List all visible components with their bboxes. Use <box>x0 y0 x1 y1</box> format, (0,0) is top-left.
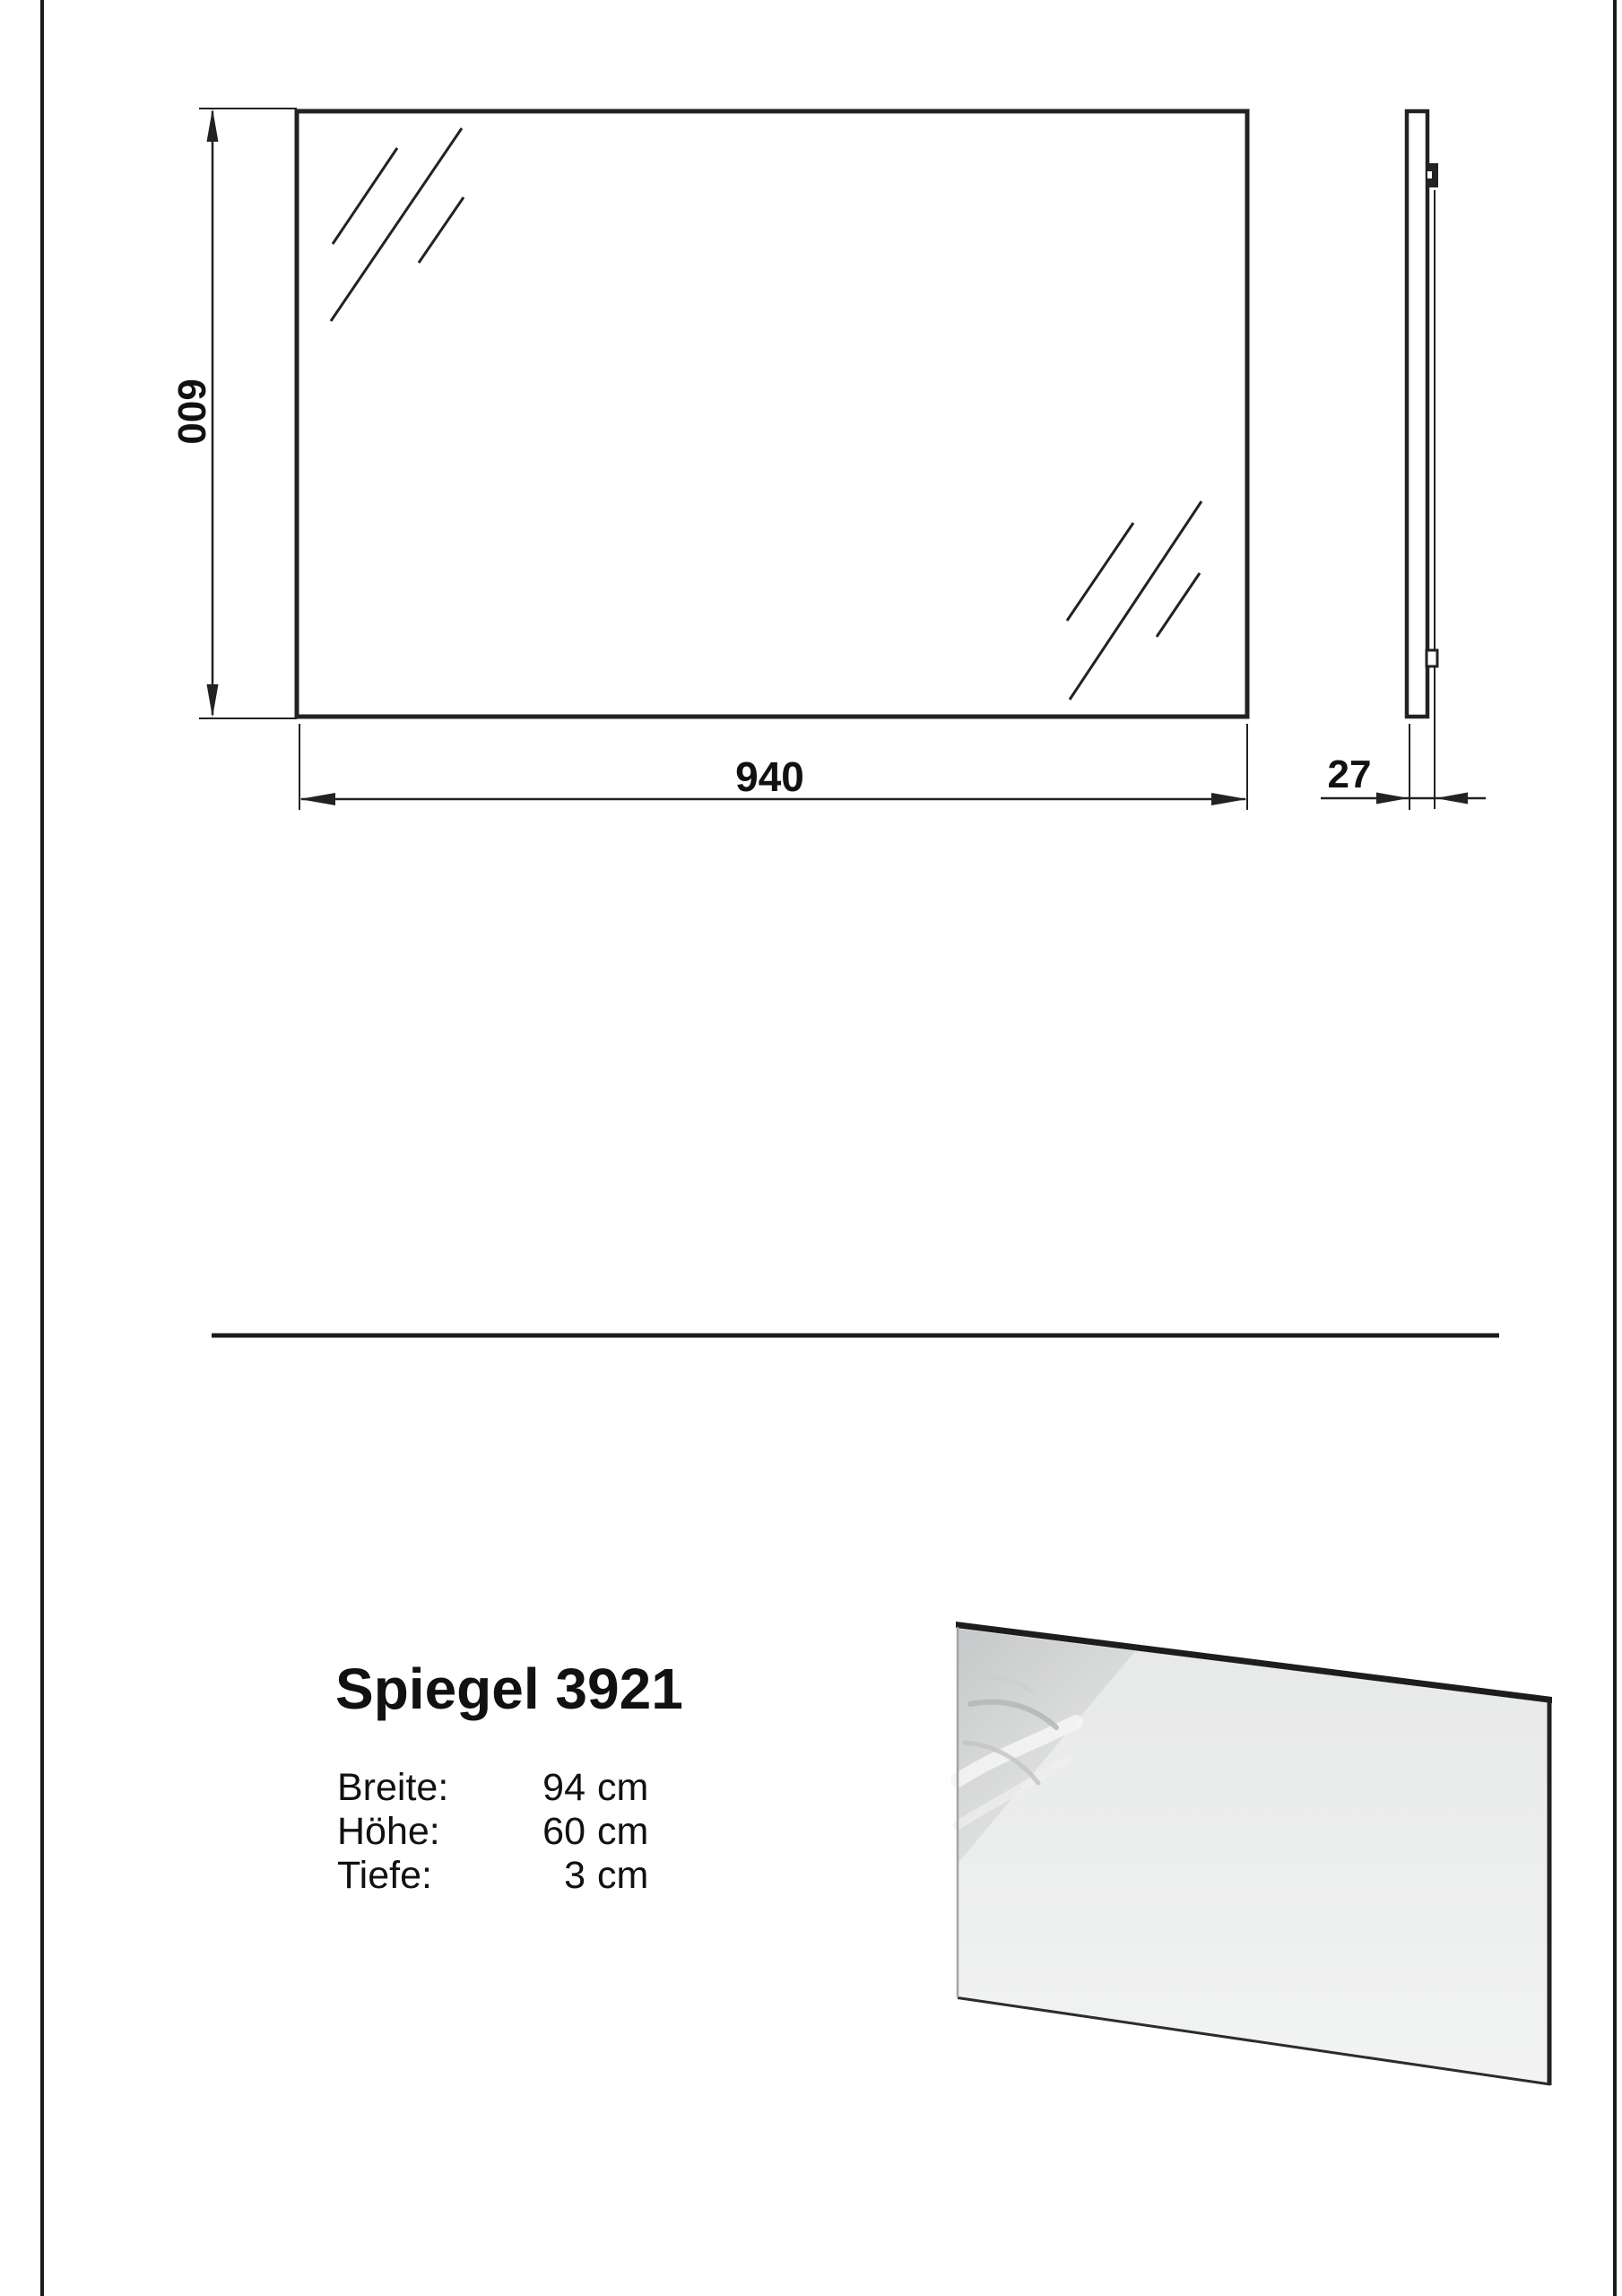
width-dim-arrow-right-icon <box>1211 793 1247 805</box>
width-dimension-label: 940 <box>735 753 804 800</box>
spec-label: Höhe: <box>337 1810 440 1853</box>
spec-value: 3 <box>564 1854 585 1897</box>
left-page-border-line <box>40 0 44 2296</box>
depth-dim-arrow-left-icon <box>1436 793 1468 804</box>
spec-unit: cm <box>597 1854 649 1897</box>
spec-row-tiefe <box>337 1854 648 1898</box>
spec-unit: cm <box>597 1766 649 1809</box>
spec-label: Tiefe: <box>337 1854 432 1897</box>
height-dim-arrow-down-icon <box>207 684 219 718</box>
spec-list <box>337 1766 648 1898</box>
mirror-side-outline <box>1407 111 1427 717</box>
depth-dimension-label: 27 <box>1327 752 1372 796</box>
spec-row-hoehe <box>337 1810 648 1854</box>
height-dimension-label: 600 <box>169 378 213 445</box>
spec-unit: cm <box>597 1810 649 1853</box>
wall-bracket-top-notch <box>1427 171 1432 178</box>
wall-bracket-bottom <box>1427 650 1437 666</box>
right-page-border-line <box>1613 0 1617 2296</box>
mirror-front-outline <box>297 111 1247 717</box>
width-dim-arrow-left-icon <box>299 793 335 805</box>
spec-row-breite <box>337 1766 648 1810</box>
product-title: Spiegel 3921 <box>335 1657 683 1721</box>
spec-value: 94 <box>542 1766 585 1809</box>
mirror-perspective-render <box>956 1622 1552 2085</box>
height-dim-arrow-up-icon <box>207 109 219 142</box>
spec-value: 60 <box>542 1810 585 1853</box>
spec-label: Breite: <box>337 1766 449 1809</box>
